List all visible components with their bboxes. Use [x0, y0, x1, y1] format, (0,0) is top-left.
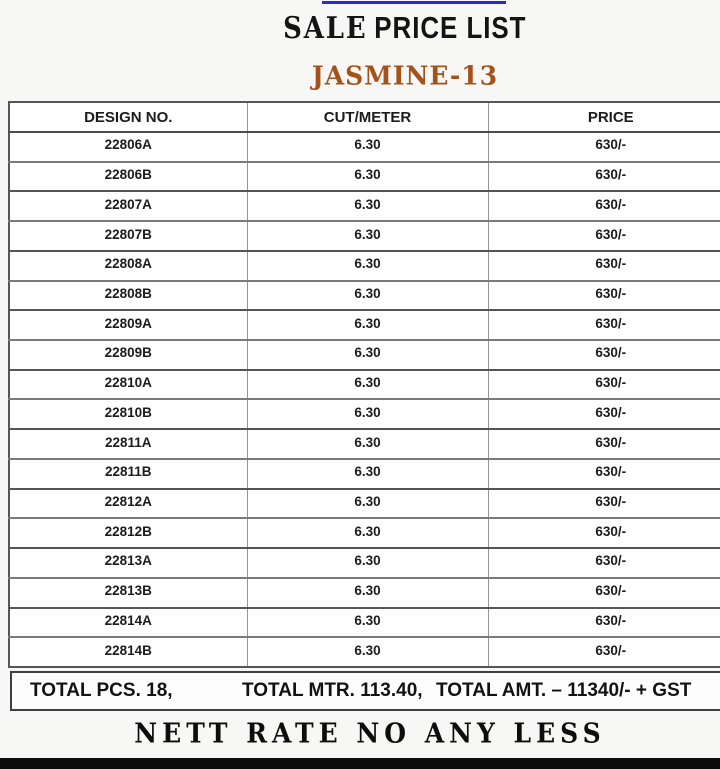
cut-meter-cell: 6.30 — [247, 310, 488, 340]
table-row — [9, 221, 720, 251]
design-no-cell: 22808A — [9, 251, 247, 281]
total-pieces: TOTAL PCS. 18, — [30, 680, 173, 701]
design-no-cell: 22811B — [9, 459, 247, 489]
price-cell: 630/- — [488, 340, 720, 370]
design-no-cell: 22807B — [9, 221, 247, 251]
bottom-black-bar — [0, 758, 720, 769]
design-no-cell: 22813A — [9, 548, 247, 578]
design-no-cell: 22814A — [9, 608, 247, 638]
price-cell: 630/- — [488, 548, 720, 578]
cut-meter-cell: 6.30 — [247, 459, 488, 489]
cut-meter-cell: 6.30 — [247, 132, 488, 162]
cut-meter-cell: 6.30 — [247, 162, 488, 192]
design-no-cell: 22811A — [9, 429, 247, 459]
price-cell: 630/- — [488, 399, 720, 429]
table-row — [9, 459, 720, 489]
price-cell: 630/- — [488, 518, 720, 548]
table-row — [9, 251, 720, 281]
table-row — [9, 281, 720, 311]
price-cell: 630/- — [488, 637, 720, 667]
price-cell: 630/- — [488, 132, 720, 162]
cut-meter-cell: 6.30 — [247, 399, 488, 429]
design-no-cell: 22809A — [9, 310, 247, 340]
price-table-header — [9, 102, 720, 132]
table-row — [9, 191, 720, 221]
collection-title: JASMINE-13 — [311, 60, 499, 91]
design-no-cell: 22814B — [9, 637, 247, 667]
table-row — [9, 429, 720, 459]
table-row — [9, 489, 720, 519]
cut-meter-cell: 6.30 — [247, 429, 488, 459]
price-cell: 630/- — [488, 578, 720, 608]
price-cell: 630/- — [488, 251, 720, 281]
total-amount: TOTAL AMT. – 11340/- + GST — [436, 680, 692, 701]
cut-meter-cell: 6.30 — [247, 221, 488, 251]
table-row — [9, 340, 720, 370]
design-no-cell: 22812B — [9, 518, 247, 548]
cut-meter-cell: 6.30 — [247, 340, 488, 370]
page-title-rest: PRICE LIST — [374, 11, 527, 45]
price-cell: 630/- — [488, 370, 720, 400]
design-no-cell: 22806A — [9, 132, 247, 162]
price-cell: 630/- — [488, 281, 720, 311]
price-cell: 630/- — [488, 162, 720, 192]
price-cell: 630/- — [488, 221, 720, 251]
page-title-row — [0, 13, 720, 44]
column-header-cut-meter: CUT/METER — [247, 102, 488, 132]
table-row — [9, 548, 720, 578]
table-row — [9, 310, 720, 340]
cut-meter-cell: 6.30 — [247, 281, 488, 311]
cut-off-link-underline[interactable] — [322, 1, 506, 4]
cut-meter-cell: 6.30 — [247, 548, 488, 578]
table-row — [9, 370, 720, 400]
cut-meter-cell: 6.30 — [247, 518, 488, 548]
cut-meter-cell: 6.30 — [247, 489, 488, 519]
design-no-cell: 22810A — [9, 370, 247, 400]
price-cell: 630/- — [488, 608, 720, 638]
column-header-design-no: DESIGN NO. — [9, 102, 247, 132]
footer-note: NETT RATE NO ANY LESS — [134, 717, 606, 750]
price-cell: 630/- — [488, 310, 720, 340]
table-row — [9, 132, 720, 162]
table-row — [9, 399, 720, 429]
collection-title-row — [0, 61, 720, 90]
totals-box — [10, 671, 720, 711]
column-header-price: PRICE — [488, 102, 720, 132]
design-no-cell: 22810B — [9, 399, 247, 429]
price-table — [8, 101, 720, 668]
design-no-cell: 22808B — [9, 281, 247, 311]
cut-meter-cell: 6.30 — [247, 251, 488, 281]
price-table-body — [9, 132, 720, 667]
cut-meter-cell: 6.30 — [247, 370, 488, 400]
table-row — [9, 637, 720, 667]
price-cell: 630/- — [488, 191, 720, 221]
footer-note-row — [0, 719, 720, 748]
design-no-cell: 22806B — [9, 162, 247, 192]
cut-meter-cell: 6.30 — [247, 608, 488, 638]
header-row — [9, 102, 720, 132]
design-no-cell: 22812A — [9, 489, 247, 519]
page-title — [283, 11, 526, 46]
cut-meter-cell: 6.30 — [247, 578, 488, 608]
page-title-word-sale: SALE — [283, 11, 368, 46]
design-no-cell: 22813B — [9, 578, 247, 608]
table-row — [9, 162, 720, 192]
cut-meter-cell: 6.30 — [247, 637, 488, 667]
design-no-cell: 22809B — [9, 340, 247, 370]
price-cell: 630/- — [488, 429, 720, 459]
design-no-cell: 22807A — [9, 191, 247, 221]
table-row — [9, 578, 720, 608]
total-meters: TOTAL MTR. 113.40, — [242, 680, 423, 701]
table-row — [9, 518, 720, 548]
cut-meter-cell: 6.30 — [247, 191, 488, 221]
price-cell: 630/- — [488, 489, 720, 519]
price-cell: 630/- — [488, 459, 720, 489]
table-row — [9, 608, 720, 638]
